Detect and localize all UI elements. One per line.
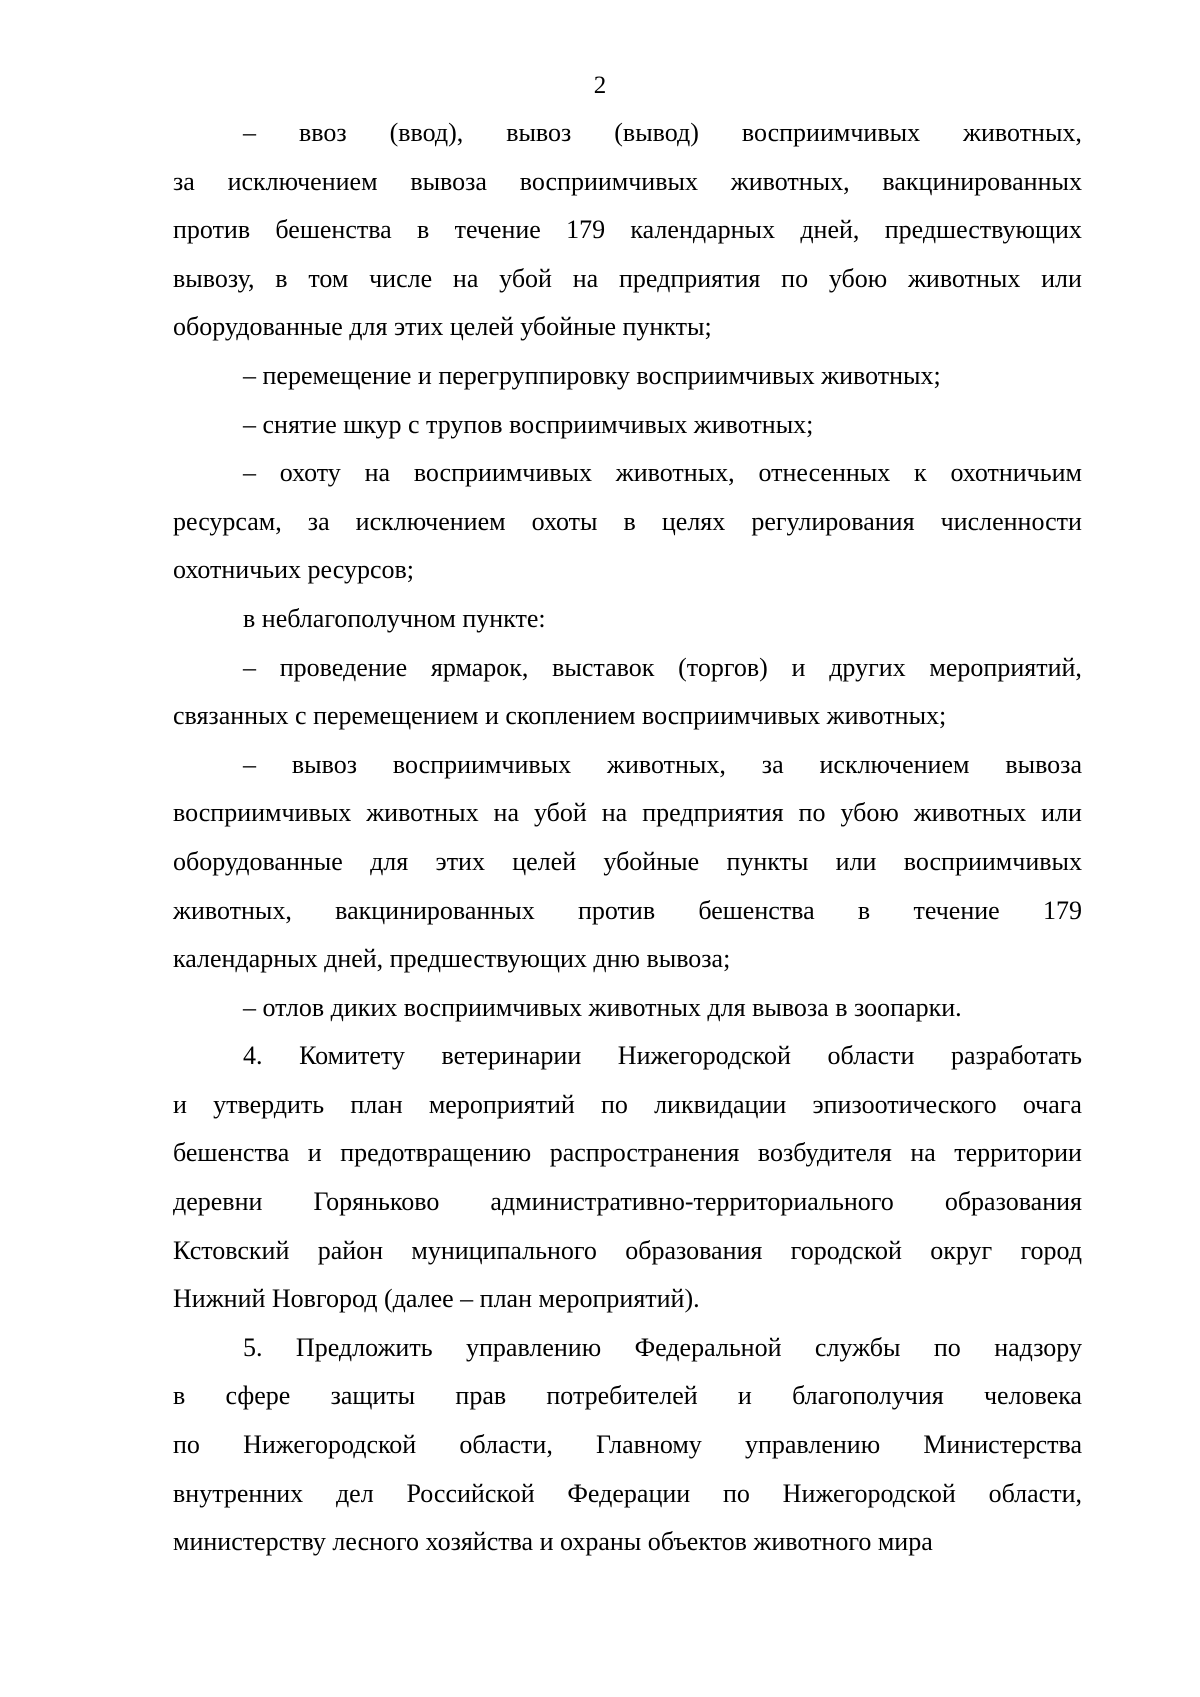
text-line xyxy=(173,498,1082,547)
text-line xyxy=(173,1178,1082,1227)
word: – xyxy=(243,118,256,147)
text-line xyxy=(173,1032,1082,1081)
word: убойные xyxy=(603,846,700,876)
text-line xyxy=(173,1518,1082,1567)
word: 4. xyxy=(243,1041,263,1071)
word: по xyxy=(173,1430,200,1460)
word: распространения xyxy=(549,1138,740,1168)
line-text: – снятие шкур с трупов восприимчивых животных; xyxy=(243,409,814,439)
line-text: календарных дней, предшествующих дню вывоза; xyxy=(173,944,731,974)
word: охоты xyxy=(531,506,598,536)
text-line xyxy=(173,692,1082,741)
word: исключением xyxy=(355,506,506,536)
text-line xyxy=(173,1470,1082,1519)
word: животных, xyxy=(607,749,726,779)
text-line xyxy=(173,109,1082,158)
word: ввоз xyxy=(298,118,347,147)
word: по xyxy=(781,263,809,293)
text-line xyxy=(173,644,1082,693)
word: в xyxy=(417,215,430,245)
word: бешенства xyxy=(173,1138,290,1168)
text-line xyxy=(173,789,1082,838)
word: животных xyxy=(907,263,1021,293)
word: Нижегородской xyxy=(782,1478,956,1508)
word: административно-территориального xyxy=(490,1187,894,1217)
line-text: Нижний Новгород (далее – план мероприятий). xyxy=(173,1284,700,1314)
word: городской xyxy=(790,1235,902,1265)
paragraph xyxy=(173,1032,1082,1324)
text-line xyxy=(173,1372,1082,1421)
word: район xyxy=(317,1235,384,1265)
line-text: оборудованные для этих целей убойные пункты; xyxy=(173,312,712,342)
word: 5. xyxy=(243,1332,263,1362)
word: управлению xyxy=(465,1332,602,1362)
word: Главному xyxy=(596,1430,702,1460)
text-line xyxy=(173,303,1082,352)
word: – xyxy=(243,749,256,779)
line-text: охотничьих ресурсов; xyxy=(173,555,414,585)
text-line xyxy=(173,741,1082,790)
word: за xyxy=(307,506,330,536)
word: или xyxy=(835,846,877,876)
word: округ xyxy=(930,1235,993,1265)
word: разработать xyxy=(950,1041,1082,1071)
word: вакцинированных xyxy=(335,895,535,925)
word: вывоз xyxy=(291,749,358,779)
word: образования xyxy=(625,1235,763,1265)
word: – xyxy=(243,652,256,682)
word: том xyxy=(308,263,349,293)
text-line xyxy=(173,1227,1082,1276)
word: предприятия xyxy=(642,798,784,828)
word: по xyxy=(600,1089,628,1119)
text-line xyxy=(173,935,1082,984)
word: животных xyxy=(913,798,1027,828)
word: и xyxy=(173,1089,187,1119)
word: благополучия xyxy=(792,1381,944,1411)
text-line xyxy=(173,887,1082,936)
word: исключением xyxy=(819,749,970,779)
word: по xyxy=(798,798,826,828)
word: в xyxy=(623,506,636,536)
word: образования xyxy=(944,1187,1082,1217)
word: и xyxy=(737,1381,752,1411)
word: деревни xyxy=(173,1187,263,1217)
word: дел xyxy=(335,1478,374,1508)
word: потребителей xyxy=(546,1381,698,1411)
text-line xyxy=(173,206,1082,255)
word: в xyxy=(173,1381,186,1411)
word: этих xyxy=(435,846,485,876)
word: мероприятий xyxy=(428,1089,575,1119)
word: пункты xyxy=(726,846,809,876)
word: Предложить xyxy=(295,1332,433,1362)
word: численности xyxy=(940,506,1082,536)
word: 179 xyxy=(566,215,606,245)
word: и xyxy=(307,1138,322,1168)
word: области, xyxy=(988,1478,1082,1508)
word: (вывод) xyxy=(614,118,699,147)
word: Горяньково xyxy=(313,1187,440,1217)
word: Комитету xyxy=(299,1041,405,1071)
word: город xyxy=(1020,1235,1082,1265)
word: к xyxy=(914,458,927,488)
word: Нижегородской xyxy=(243,1430,417,1460)
word: для xyxy=(370,846,409,876)
word: службы xyxy=(814,1332,901,1362)
word: восприимчивых xyxy=(173,798,352,828)
word: целей xyxy=(512,846,577,876)
word: внутренних xyxy=(173,1478,304,1508)
word: – xyxy=(243,458,256,488)
text-line xyxy=(173,1081,1082,1130)
word: дней, xyxy=(800,215,860,245)
word: по xyxy=(722,1478,750,1508)
word: или xyxy=(1041,263,1082,293)
text-line xyxy=(173,984,1082,1033)
line-text: в неблагополучном пункте: xyxy=(243,603,546,633)
word: течение xyxy=(913,895,1000,925)
word: области xyxy=(827,1041,915,1071)
word: животных, xyxy=(615,458,735,488)
word: на xyxy=(452,263,479,293)
word: вывоза xyxy=(1005,749,1082,779)
word: ресурсам, xyxy=(173,506,282,536)
word: убой xyxy=(499,263,552,293)
text-line xyxy=(173,838,1082,887)
word: ярмарок, xyxy=(430,652,529,682)
word: числе xyxy=(369,263,433,293)
paragraph xyxy=(173,401,1082,450)
page-number: 2 xyxy=(593,72,607,99)
word: течение xyxy=(454,215,541,245)
word: регулирования xyxy=(751,506,915,536)
word: Министерства xyxy=(923,1430,1082,1460)
word: охотничьим xyxy=(950,458,1082,488)
word: календарных xyxy=(630,215,776,245)
word: очага xyxy=(1022,1089,1082,1119)
word: животных, xyxy=(730,166,850,196)
word: бешенства xyxy=(275,215,392,245)
word: 179 xyxy=(1042,895,1082,925)
paragraph xyxy=(173,1324,1082,1567)
text-line xyxy=(173,158,1082,207)
word: бешенства xyxy=(698,895,815,925)
word: восприимчивых xyxy=(903,846,1082,876)
word: целях xyxy=(661,506,726,536)
word: вывозу, xyxy=(173,263,255,293)
word: вывоз xyxy=(506,118,572,147)
paragraph xyxy=(173,352,1082,401)
paragraph xyxy=(173,595,1082,644)
word: управлению xyxy=(744,1430,881,1460)
text-line xyxy=(173,546,1082,595)
paragraph xyxy=(173,644,1082,741)
text-line xyxy=(173,1324,1082,1373)
word: надзору xyxy=(994,1332,1082,1362)
word: проведение xyxy=(279,652,408,682)
word: эпизоотического xyxy=(812,1089,997,1119)
line-text: – отлов диких восприимчивых животных для вывоза в зоопарки. xyxy=(243,992,962,1022)
word: (торгов) xyxy=(678,652,768,682)
text-line xyxy=(173,1421,1082,1470)
line-text: министерству лесного хозяйства и охраны объектов животного мира xyxy=(173,1527,933,1557)
word: за xyxy=(761,749,784,779)
word: защиты xyxy=(330,1381,416,1411)
word: вывоза xyxy=(410,166,487,196)
word: муниципального xyxy=(411,1235,597,1265)
word: на xyxy=(493,798,520,828)
word: в xyxy=(857,895,871,925)
word: или xyxy=(1041,798,1082,828)
word: восприимчивых xyxy=(392,749,572,779)
word: Федерации xyxy=(567,1478,691,1508)
word: убою xyxy=(840,798,899,828)
word: на xyxy=(572,263,599,293)
word: против xyxy=(173,215,251,245)
word: исключением xyxy=(227,166,378,196)
word: сфере xyxy=(225,1381,291,1411)
word: Российской xyxy=(406,1478,535,1508)
word: предотвращению xyxy=(340,1138,532,1168)
word: ликвидации xyxy=(654,1089,787,1119)
word: Нижегородской xyxy=(617,1041,791,1071)
word: восприимчивых xyxy=(413,458,593,488)
word: (ввод), xyxy=(389,118,464,147)
word: животных xyxy=(366,798,479,828)
word: за xyxy=(173,166,195,196)
word: по xyxy=(933,1332,961,1362)
word: охоту xyxy=(279,458,341,488)
word: на xyxy=(910,1138,936,1168)
word: ветеринарии xyxy=(441,1041,582,1071)
word: прав xyxy=(455,1381,507,1411)
text-line xyxy=(173,595,1082,644)
word: предшествующих xyxy=(884,215,1082,245)
word: Кстовский xyxy=(173,1235,290,1265)
word: животных, xyxy=(963,118,1082,147)
word: других xyxy=(829,652,906,682)
line-text: – перемещение и перегруппировку восприимчивых животных; xyxy=(243,360,941,390)
word: области, xyxy=(459,1430,553,1460)
word: человека xyxy=(983,1381,1082,1411)
word: против xyxy=(577,895,656,925)
paragraph xyxy=(173,984,1082,1033)
text-line xyxy=(173,449,1082,498)
word: убою xyxy=(828,263,888,293)
word: в xyxy=(275,263,288,293)
word: утвердить xyxy=(213,1089,325,1119)
word: на xyxy=(364,458,391,488)
word: на xyxy=(601,798,628,828)
word: вакцинированных xyxy=(882,166,1082,196)
document-body xyxy=(173,109,1082,1567)
paragraph xyxy=(173,109,1082,352)
word: мероприятий, xyxy=(929,652,1082,682)
word: и xyxy=(791,652,806,682)
text-line xyxy=(173,401,1082,450)
word: территории xyxy=(954,1138,1082,1168)
word: отнесенных xyxy=(758,458,891,488)
paragraph xyxy=(173,449,1082,595)
word: убой xyxy=(533,798,587,828)
word: восприимчивых xyxy=(741,118,921,147)
word: выставок xyxy=(552,652,655,682)
word: Федеральной xyxy=(634,1332,782,1362)
text-line xyxy=(173,1129,1082,1178)
text-line xyxy=(173,352,1082,401)
word: возбудителя xyxy=(757,1138,892,1168)
word: оборудованные xyxy=(173,846,343,876)
text-line xyxy=(173,255,1082,304)
word: животных, xyxy=(173,895,292,925)
text-line xyxy=(173,1275,1082,1324)
word: план xyxy=(350,1089,403,1119)
line-text: связанных с перемещением и скоплением восприимчивых животных; xyxy=(173,701,947,731)
paragraph xyxy=(173,741,1082,984)
word: предприятия xyxy=(619,263,761,293)
word: восприимчивых xyxy=(519,166,698,196)
